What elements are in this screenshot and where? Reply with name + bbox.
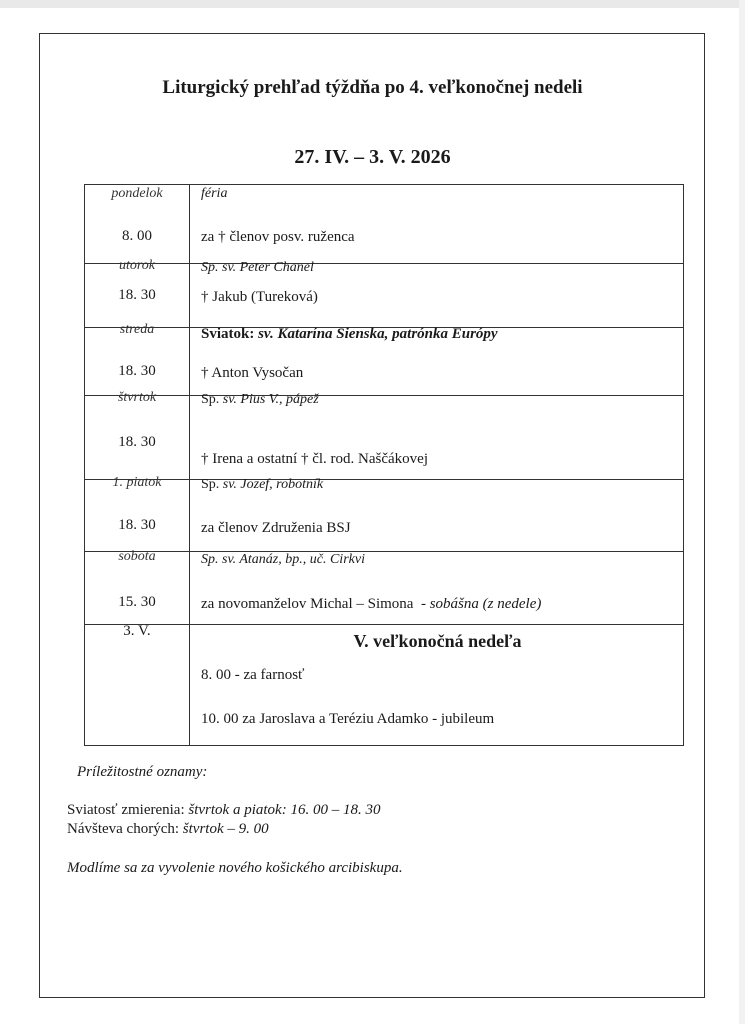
feast-label	[201, 477, 323, 493]
feast-label	[201, 326, 498, 343]
intention-text: za novomanželov Michal – Simona	[201, 596, 414, 612]
feast-label	[201, 392, 319, 408]
feast-type: Sviatok:	[201, 326, 255, 342]
prayer-note: Modlíme sa za vyvolenie nového košického arcibiskupa.	[67, 860, 403, 876]
day-label: sobota	[118, 549, 156, 564]
feast-name: sv. Pius V., pápež	[222, 392, 319, 407]
feast-name: sv. Katarína Sienska, patrónka Európy	[258, 326, 498, 342]
mass-time: 18. 30	[118, 517, 156, 533]
sick-value: štvrtok – 9. 00	[182, 821, 269, 837]
date-range: 27. IV. – 3. V. 2026	[294, 146, 451, 168]
mass-time: 15. 30	[118, 594, 156, 610]
mass-time: 18. 30	[118, 434, 156, 450]
page-title: Liturgický prehľad týždňa po 4. veľkonočnej nedeli	[162, 77, 583, 98]
mass-time: 18. 30	[118, 363, 156, 379]
confession-note	[67, 802, 380, 819]
day-label: 3. V.	[123, 623, 151, 639]
mass-intention: za † členov posv. ruženca	[201, 229, 355, 245]
mass-intention: za členov Združenia BSJ	[201, 520, 351, 536]
feast-label: Sp. sv. Atanáz, bp., uč. Cirkvi	[201, 552, 365, 567]
mass-intention: † Irena a ostatní † čl. rod. Naščákovej	[201, 451, 428, 467]
column-divider	[189, 185, 190, 745]
feast-type: Sp.	[201, 477, 220, 492]
confession-label: Sviatosť zmierenia:	[67, 802, 185, 818]
day-label: streda	[119, 322, 155, 337]
sick-visit-note	[67, 821, 269, 838]
mass-time: 8. 00	[122, 228, 152, 244]
day-label: štvrtok	[117, 390, 157, 405]
mass-entry: 10. 00 za Jaroslava a Teréziu Adamko - jubileum	[201, 711, 495, 727]
sunday-feast: V. veľkonočná nedeľa	[353, 631, 522, 651]
mass-intention	[201, 596, 541, 613]
notes-heading: Príležitostné oznamy:	[77, 764, 208, 780]
mass-entry: 8. 00 - za farnosť	[201, 667, 305, 683]
feast-type: Sp.	[201, 392, 220, 407]
mass-intention: † Anton Vysočan	[201, 365, 304, 381]
day-label: pondelok	[111, 186, 163, 201]
mass-intention: † Jakub (Tureková)	[201, 289, 318, 305]
feast-label: féria	[201, 186, 228, 201]
day-label: 1. piatok	[112, 475, 162, 490]
day-label: utorok	[118, 258, 156, 273]
sick-label: Návšteva chorých:	[67, 821, 180, 837]
confession-value: štvrtok a piatok: 16. 00 – 18. 30	[188, 802, 381, 818]
mass-time: 18. 30	[118, 287, 156, 303]
scan-edge	[0, 0, 745, 8]
feast-name: sv. Jozef, robotník	[222, 477, 324, 492]
intention-note: - sobášna (z nedele)	[420, 596, 542, 612]
feast-label: Sp. sv. Peter Chanel	[201, 260, 314, 275]
schedule-table	[84, 184, 684, 746]
